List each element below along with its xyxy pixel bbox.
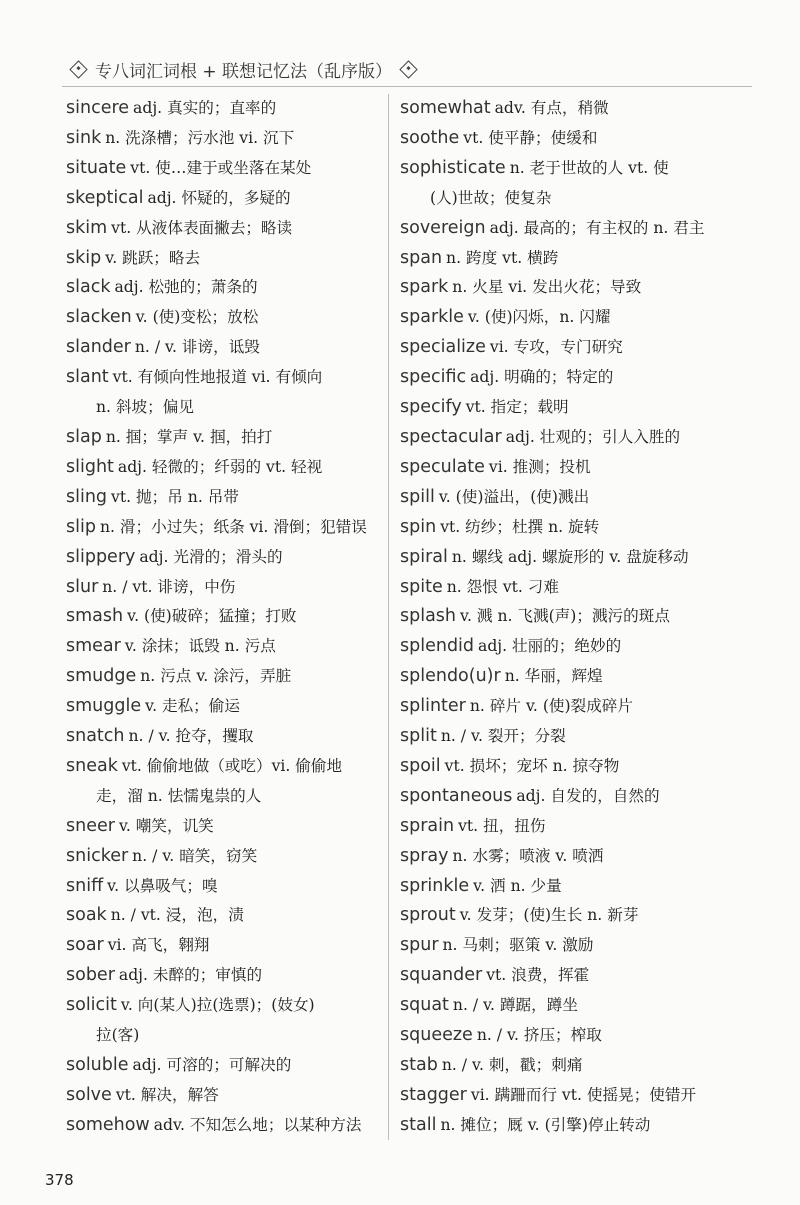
headword: sincere: [66, 98, 130, 118]
vocabulary-entry: [400, 124, 720, 154]
vocabulary-entry: [66, 303, 386, 333]
headword: sophisticate: [400, 157, 506, 178]
definition: n. 螺线 adj. 螺旋形的 v. 盘旋移动: [451, 547, 689, 566]
headword: sovereign: [400, 217, 486, 238]
vocabulary-entry: [400, 244, 720, 274]
headword: spin: [400, 516, 437, 537]
headword: spur: [400, 935, 439, 956]
definition: n. / v. 暗笑，窃笑: [132, 846, 258, 865]
headword: sneer: [66, 815, 115, 836]
definition: adj. 自发的，自然的: [516, 786, 660, 805]
definition: adj. 松弛的；萧条的: [114, 278, 258, 297]
headword: squat: [400, 995, 449, 1016]
headword: slander: [66, 337, 131, 358]
running-header: [62, 52, 752, 87]
definition: adj. 未醉的；审慎的: [118, 966, 263, 985]
definition: vi. 蹒跚而行 vt. 使摇晃；使错开: [470, 1085, 697, 1104]
definition: n. / v. 蹲踞，蹲坐: [452, 996, 578, 1015]
definition: n. / v. 裂开；分裂: [440, 727, 566, 746]
definition: adj. 怀疑的，多疑的: [147, 188, 291, 207]
definition: n. / vt. 浸，泡，渍: [110, 906, 244, 925]
vocabulary-entry: [66, 752, 386, 812]
headword: spark: [400, 277, 449, 298]
definition: v. 走私；偷运: [145, 697, 240, 716]
definition: adj. 光滑的；滑头的: [139, 547, 283, 566]
definition: adv. 有点，稍微: [494, 99, 609, 117]
vocabulary-entry: [400, 961, 720, 991]
vocabulary-entry: [66, 154, 386, 184]
vocabulary-entry: [66, 483, 386, 513]
vocabulary-entry: [400, 333, 720, 363]
headword: span: [400, 247, 443, 268]
vocabulary-entry: [400, 303, 720, 333]
column-divider: [388, 94, 389, 1140]
vocabulary-entry: [66, 991, 386, 1051]
vocabulary-entry: [66, 931, 386, 961]
headword: spontaneous: [400, 785, 513, 806]
definition: n. / v. 诽谤，诋毁: [134, 338, 260, 357]
headword: sprout: [400, 905, 456, 926]
definition: vt. 损坏；宠坏 n. 掠夺物: [444, 756, 620, 775]
headword: smudge: [66, 666, 137, 687]
vocabulary-entry: [66, 602, 386, 632]
headword: sink: [66, 127, 102, 148]
vocabulary-entry: [66, 423, 386, 453]
vocabulary-entry: [400, 931, 720, 961]
definition: n. 掴；掌声 v. 掴，拍打: [105, 427, 273, 446]
definition: adj. 可溶的；可解决的: [132, 1056, 292, 1074]
definition: vt. 纺纱；杜撰 n. 旋转: [440, 517, 600, 536]
vocabulary-entry: [400, 273, 720, 303]
vocabulary-entry: [66, 1081, 386, 1111]
definition: adj. 壮丽的；绝妙的: [478, 637, 622, 656]
vocabulary-entry: [400, 1111, 720, 1141]
definition: n. / vt. 诽谤，中伤: [102, 577, 236, 596]
headword: solicit: [66, 995, 117, 1016]
vocabulary-entry: [66, 94, 386, 124]
headword: snicker: [66, 845, 129, 866]
right-word-column: [400, 94, 720, 1141]
definition: n. 怨恨 vt. 刁难: [446, 577, 559, 596]
headword: slack: [66, 277, 111, 298]
definition: vi. 高飞，翱翔: [107, 936, 210, 955]
definition: n. 污点 v. 涂污，弄脏: [140, 667, 292, 686]
headword: solve: [66, 1084, 112, 1105]
definition: adj. 真实的；直率的: [133, 99, 277, 117]
headword: splash: [400, 606, 457, 627]
headword: squander: [400, 965, 483, 986]
vocabulary-entry: [66, 273, 386, 303]
headword: skim: [66, 217, 108, 238]
definition: n. 洗涤槽；污水池 vi. 沉下: [105, 128, 295, 147]
vocabulary-entry: [400, 363, 720, 393]
definition-continuation: n. 斜坡；偏见: [96, 398, 194, 417]
vocabulary-entry: [400, 94, 720, 124]
headword: squeeze: [400, 1025, 473, 1046]
definition: v. 嘲笑，讥笑: [118, 816, 214, 835]
headword: sprain: [400, 815, 455, 836]
definition: vt. 有倾向性地报道 vi. 有倾向: [112, 368, 323, 387]
vocabulary-entry: [400, 632, 720, 662]
definition: v. 涂抹；诋毁 n. 污点: [124, 637, 276, 656]
headword: spray: [400, 845, 449, 866]
headword: slippery: [66, 546, 136, 567]
headword: specific: [400, 367, 467, 388]
definition: n. / v. 刺，戳；刺痛: [441, 1056, 583, 1074]
headword: soluble: [66, 1055, 129, 1075]
definition: vt. 使…建于或坐落在某处: [130, 158, 312, 177]
vocabulary-entry: [66, 812, 386, 842]
vocabulary-entry: [66, 632, 386, 662]
vocabulary-entry: [66, 1051, 386, 1081]
definition: n. 碎片 v. (使)裂成碎片: [469, 697, 633, 716]
headword: smear: [66, 636, 121, 657]
headword: spiral: [400, 546, 448, 567]
vocabulary-entry: [66, 842, 386, 872]
vocabulary-entry: [400, 513, 720, 543]
vocabulary-entry: [400, 573, 720, 603]
headword: split: [400, 726, 437, 747]
vocabulary-entry: [66, 872, 386, 902]
definition: adj. 最高的；有主权的 n. 君主: [489, 218, 705, 237]
headword: sparkle: [400, 307, 464, 328]
definition: adj. 轻微的；纤弱的 vt. 轻视: [117, 457, 323, 476]
headword: sneak: [66, 755, 118, 776]
headword: situate: [66, 157, 127, 178]
definition: n. / v. 挤压；榨取: [476, 1026, 602, 1045]
headword: spill: [400, 486, 435, 507]
vocabulary-entry: [66, 692, 386, 722]
vocabulary-entry: [400, 722, 720, 752]
definition: v. 溅 n. 飞溅(声)；溅污的斑点: [460, 607, 670, 626]
definition: n. 老于世故的人 vt. 使: [509, 158, 669, 177]
vocabulary-entry: [400, 752, 720, 782]
headword: stagger: [400, 1084, 467, 1105]
vocabulary-entry: [66, 573, 386, 603]
vocabulary-entry: [66, 244, 386, 274]
vocabulary-entry: [400, 812, 720, 842]
vocabulary-entry: [400, 1051, 720, 1081]
definition: v. (使)闪烁，n. 闪耀: [467, 308, 611, 327]
definition: vt. 从液体表面撇去；略读: [111, 218, 293, 237]
diamond-icon: [69, 60, 87, 78]
vocabulary-entry: [400, 543, 720, 573]
definition: n. 水雾；喷液 v. 喷洒: [452, 846, 604, 865]
definition: vt. 浪费，挥霍: [486, 966, 590, 985]
headword: splendo(u)r: [400, 666, 501, 687]
vocabulary-entry: [400, 991, 720, 1021]
headword: skeptical: [66, 187, 144, 208]
vocabulary-entry: [66, 184, 386, 214]
definition: vi. 推测；投机: [488, 457, 591, 476]
headword: slacken: [66, 307, 132, 328]
vocabulary-entry: [66, 961, 386, 991]
headword: slap: [66, 426, 102, 447]
headword: stall: [400, 1114, 437, 1135]
definition: v. 洒 n. 少量: [473, 876, 562, 895]
vocabulary-entry: [400, 602, 720, 632]
vocabulary-entry: [66, 214, 386, 244]
page-number: 378: [45, 1171, 74, 1189]
definition: vi. 专攻，专门研究: [489, 338, 623, 357]
vocabulary-entry: [66, 453, 386, 483]
definition-continuation: (人)世故；使复杂: [430, 188, 552, 207]
definition: n. / v. 抢夺，攫取: [128, 727, 254, 746]
headword: soothe: [400, 127, 460, 148]
headword: sling: [66, 486, 108, 507]
definition: vt. 抛；吊 n. 吊带: [111, 487, 239, 506]
definition: n. 华丽，辉煌: [504, 667, 603, 686]
definition: n. 火星 vi. 发出火花；导致: [452, 278, 642, 297]
definition: adv. 不知怎么地；以某种方法: [153, 1115, 362, 1134]
definition-continuation: 拉(客): [96, 1026, 140, 1045]
headword: sniff: [66, 875, 104, 896]
vocabulary-entry: [66, 333, 386, 363]
headword: slight: [66, 456, 114, 477]
vocabulary-entry: [66, 513, 386, 543]
definition: n. 马刺；驱策 v. 激励: [442, 936, 594, 955]
vocabulary-entry: [400, 154, 720, 214]
vocabulary-entry: [66, 543, 386, 573]
vocabulary-entry: [400, 692, 720, 722]
vocabulary-entry: [66, 901, 386, 931]
definition: v. 以鼻吸气；嗅: [107, 876, 218, 895]
diamond-icon: [399, 60, 417, 78]
vocabulary-entry: [66, 124, 386, 154]
headword: slip: [66, 516, 96, 537]
vocabulary-entry: [400, 782, 720, 812]
definition: vt. 解决，解答: [115, 1085, 219, 1104]
vocabulary-entry: [400, 1081, 720, 1111]
headword: somehow: [66, 1114, 150, 1135]
definition: vt. 偷偷地做（或吃）vi. 偷偷地: [121, 756, 343, 775]
vocabulary-entry: [66, 1111, 386, 1141]
definition: v. (使)破碎；猛撞；打败: [127, 607, 297, 626]
definition: vt. 扭，扭伤: [458, 816, 546, 835]
vocabulary-entry: [66, 363, 386, 423]
definition-continuation: 走，溜 n. 怯懦鬼祟的人: [96, 786, 262, 805]
headword: somewhat: [400, 98, 491, 118]
definition: n. 摊位；厩 v. (引擎)停止转动: [440, 1115, 651, 1134]
headword: spectacular: [400, 426, 502, 447]
headword: specify: [400, 397, 462, 418]
headword: slur: [66, 576, 99, 597]
vocabulary-entry: [400, 393, 720, 423]
header-title: 专八词汇词根 + 联想记忆法（乱序版）: [95, 61, 393, 82]
definition: v. (使)溢出，(使)溅出: [438, 487, 590, 506]
left-word-column: [66, 94, 386, 1141]
vocabulary-entry: [400, 662, 720, 692]
definition: adj. 明确的；特定的: [470, 368, 614, 387]
definition: v. 发芽；(使)生长 n. 新芽: [459, 906, 639, 925]
definition: adj. 壮观的；引人入胜的: [505, 427, 681, 446]
headword: soar: [66, 935, 104, 956]
definition: vt. 指定；载明: [465, 398, 569, 417]
definition: v. (使)变松；放松: [135, 308, 259, 327]
headword: spite: [400, 576, 443, 597]
headword: sprinkle: [400, 875, 470, 896]
vocabulary-entry: [400, 1021, 720, 1051]
headword: slant: [66, 367, 109, 388]
headword: snatch: [66, 726, 125, 747]
headword: speculate: [400, 456, 485, 477]
vocabulary-entry: [400, 901, 720, 931]
headword: smash: [66, 606, 124, 627]
vocabulary-entry: [400, 453, 720, 483]
headword: spoil: [400, 755, 441, 776]
definition: n. 滑；小过失；纸条 vi. 滑倒；犯错误: [99, 517, 367, 536]
headword: splinter: [400, 696, 466, 717]
headword: stab: [400, 1055, 438, 1075]
headword: soak: [66, 905, 107, 926]
vocabulary-entry: [400, 483, 720, 513]
vocabulary-entry: [400, 214, 720, 244]
definition: v. 向(某人)拉(选票)；(妓女): [120, 996, 315, 1015]
headword: skip: [66, 247, 102, 268]
headword: splendid: [400, 636, 475, 657]
vocabulary-entry: [400, 872, 720, 902]
headword: sober: [66, 965, 115, 986]
vocabulary-entry: [400, 842, 720, 872]
definition: vt. 使平静；使缓和: [463, 128, 598, 147]
vocabulary-entry: [66, 722, 386, 752]
definition: v. 跳跃；略去: [105, 248, 201, 267]
definition: n. 跨度 vt. 横跨: [446, 248, 559, 267]
vocabulary-entry: [66, 662, 386, 692]
vocabulary-entry: [400, 423, 720, 453]
headword: smuggle: [66, 696, 142, 717]
headword: specialize: [400, 337, 486, 358]
